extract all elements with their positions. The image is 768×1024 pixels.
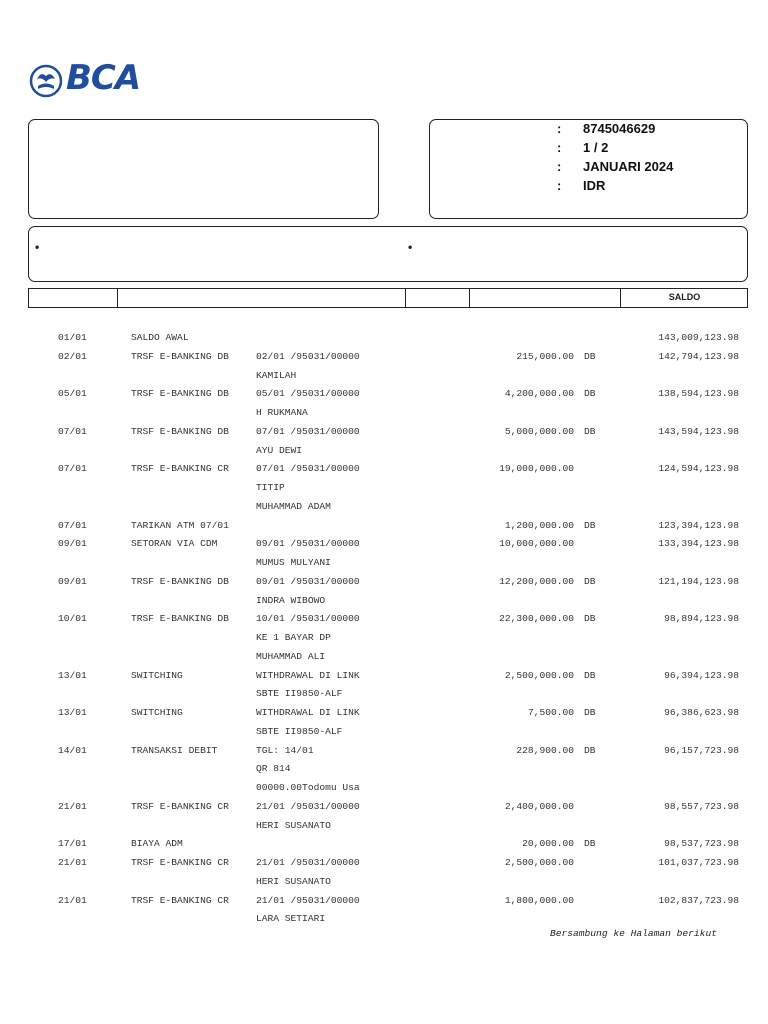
- tx-amount: 2,500,000.00: [504, 669, 574, 681]
- table-row: [0, 782, 768, 800]
- table-row: [0, 595, 768, 613]
- account-info-line: [557, 121, 737, 140]
- table-row: [0, 332, 768, 350]
- tx-balance: 138,594,123.98: [658, 388, 739, 400]
- tx-date: 21/01: [58, 894, 87, 906]
- tx-detail: 05/01 /95031/00000: [256, 388, 360, 400]
- table-row: [0, 707, 768, 725]
- tx-description: SALDO AWAL: [131, 332, 189, 343]
- table-row: [0, 895, 768, 913]
- address-bullet-left: •: [35, 240, 40, 254]
- table-row: [0, 407, 768, 425]
- customer-info-box: [28, 119, 379, 219]
- tx-type: DB: [584, 613, 596, 625]
- tx-amount: 2,400,000.00: [504, 800, 574, 812]
- tx-amount: 215,000.00: [516, 350, 574, 362]
- tx-detail: 07/01 /95031/00000: [256, 425, 360, 437]
- table-row: [0, 876, 768, 894]
- tx-type: DB: [584, 575, 596, 587]
- table-row: [0, 838, 768, 856]
- table-row: [0, 351, 768, 369]
- tx-detail: HERI SUSANATO: [256, 819, 331, 831]
- tx-type: DB: [584, 669, 596, 681]
- tx-description: TRANSAKSI DEBIT: [131, 744, 218, 756]
- tx-detail: 02/01 /95031/00000: [256, 350, 360, 362]
- tx-description: TRSF E-BANKING DB: [131, 575, 229, 587]
- tx-balance: 143,009,123.98: [658, 332, 739, 343]
- tx-date: 05/01: [58, 388, 87, 400]
- tx-detail: INDRA WIBOWO: [256, 594, 326, 606]
- table-row: [0, 520, 768, 538]
- tx-amount: 12,200,000.00: [499, 575, 574, 587]
- tx-balance: 96,386,623.98: [664, 707, 739, 718]
- tx-date: 01/01: [58, 332, 87, 343]
- tx-description: TARIKAN ATM 07/01: [131, 519, 229, 531]
- table-row: [0, 426, 768, 444]
- tx-balance: 124,594,123.98: [658, 463, 739, 475]
- tx-detail: 10/01 /95031/00000: [256, 613, 360, 625]
- account-info-line: [557, 159, 737, 178]
- tx-type: DB: [584, 519, 596, 531]
- tx-amount: 5,000,000.00: [504, 425, 574, 437]
- tx-date: 21/01: [58, 800, 87, 812]
- tx-description: TRSF E-BANKING CR: [131, 463, 229, 475]
- address-box: [28, 226, 748, 282]
- tx-date: 07/01: [58, 463, 87, 475]
- tx-balance: 98,894,123.98: [664, 613, 739, 625]
- tx-type: DB: [584, 838, 596, 850]
- tx-type: DB: [584, 744, 596, 756]
- tx-description: SETORAN VIA CDM: [131, 538, 218, 550]
- table-row: [0, 576, 768, 594]
- tx-description: BIAYA ADM: [131, 838, 183, 850]
- table-row: [0, 557, 768, 575]
- tx-description: SWITCHING: [131, 707, 183, 718]
- tx-detail: KAMILAH: [256, 369, 297, 381]
- tx-date: 09/01: [58, 575, 87, 587]
- tx-description: TRSF E-BANKING CR: [131, 857, 229, 868]
- tx-detail: WITHDRAWAL DI LINK: [256, 707, 360, 718]
- tx-detail: 09/01 /95031/00000: [256, 575, 360, 587]
- table-row: [0, 501, 768, 519]
- tx-description: TRSF E-BANKING CR: [131, 894, 229, 906]
- info-value: 8745046629: [583, 121, 656, 136]
- tx-detail: TITIP: [256, 482, 285, 493]
- account-info-line: [557, 178, 737, 197]
- tx-detail: SBTE II9850-ALF: [256, 688, 343, 700]
- tx-description: TRSF E-BANKING DB: [131, 350, 229, 362]
- tx-date: 09/01: [58, 538, 87, 550]
- info-colon: :: [557, 178, 562, 193]
- tx-date: 10/01: [58, 613, 87, 625]
- table-row: [0, 745, 768, 763]
- tx-description: TRSF E-BANKING DB: [131, 613, 229, 625]
- table-row: [0, 538, 768, 556]
- tx-balance: 96,157,723.98: [664, 744, 739, 756]
- tx-detail: MUHAMMAD ADAM: [256, 500, 331, 512]
- table-row: [0, 613, 768, 631]
- tx-date: 13/01: [58, 707, 87, 718]
- tx-detail: 21/01 /95031/00000: [256, 857, 360, 868]
- tx-date: 13/01: [58, 669, 87, 681]
- tx-type: DB: [584, 425, 596, 437]
- tx-balance: 102,837,723.98: [658, 894, 739, 906]
- tx-balance: 143,594,123.98: [658, 425, 739, 437]
- info-value: JANUARI 2024: [583, 159, 674, 174]
- table-row: [0, 688, 768, 706]
- info-colon: :: [557, 140, 562, 155]
- tx-balance: 142,794,123.98: [658, 350, 739, 362]
- tx-description: TRSF E-BANKING DB: [131, 425, 229, 437]
- table-row: [0, 726, 768, 744]
- continued-note: Bersambung ke Halaman berikut: [550, 928, 717, 939]
- table-row: [0, 801, 768, 819]
- info-value: IDR: [583, 178, 606, 193]
- tx-type: DB: [584, 350, 596, 362]
- tx-balance: 98,557,723.98: [664, 800, 739, 812]
- tx-date: 07/01: [58, 519, 87, 531]
- tx-detail: AYU DEWI: [256, 444, 303, 456]
- tx-amount: 7,500.00: [527, 707, 574, 718]
- table-row: [0, 820, 768, 838]
- tx-detail: 09/01 /95031/00000: [256, 538, 360, 550]
- tx-balance: 101,037,723.98: [658, 857, 739, 868]
- tx-detail: LARA SETIARI: [256, 913, 326, 925]
- tx-detail: H RUKMANA: [256, 407, 308, 418]
- info-colon: :: [557, 159, 562, 174]
- tx-detail: QR 814: [256, 763, 291, 775]
- tx-amount: 2,500,000.00: [504, 857, 574, 868]
- tx-detail: SBTE II9850-ALF: [256, 725, 343, 737]
- saldo-header: SALDO: [668, 292, 701, 302]
- tx-date: 21/01: [58, 857, 87, 868]
- table-row: [0, 857, 768, 875]
- tx-balance: 123,394,123.98: [658, 519, 739, 531]
- tx-detail: HERI SUSANATO: [256, 875, 331, 887]
- tx-date: 14/01: [58, 744, 87, 756]
- tx-description: TRSF E-BANKING CR: [131, 800, 229, 812]
- tx-detail: 21/01 /95031/00000: [256, 894, 360, 906]
- tx-amount: 228,900.00: [516, 744, 574, 756]
- table-header: [28, 288, 748, 308]
- tx-amount: 4,200,000.00: [504, 388, 574, 400]
- table-row: [0, 463, 768, 481]
- table-row: [0, 388, 768, 406]
- tx-amount: 22,300,000.00: [499, 613, 574, 625]
- tx-description: TRSF E-BANKING DB: [131, 388, 229, 400]
- tx-amount: 1,800,000.00: [504, 894, 574, 906]
- tx-amount: 1,200,000.00: [504, 519, 574, 531]
- tx-detail: WITHDRAWAL DI LINK: [256, 669, 360, 681]
- tx-detail: 00000.00Todomu Usa: [256, 782, 360, 793]
- tx-detail: MUMUS MULYANI: [256, 557, 331, 568]
- tx-amount: 20,000.00: [522, 838, 574, 850]
- address-bullet-right: •: [408, 240, 413, 254]
- tx-detail: MUHAMMAD ALI: [256, 650, 326, 662]
- tx-type: DB: [584, 707, 596, 718]
- tx-date: 17/01: [58, 838, 87, 850]
- info-value: 1 / 2: [583, 140, 609, 155]
- tx-amount: 19,000,000.00: [499, 463, 574, 475]
- tx-detail: 21/01 /95031/00000: [256, 800, 360, 812]
- tx-amount: 10,000,000.00: [499, 538, 574, 550]
- bca-logo-text: BCA: [66, 58, 141, 98]
- table-row: [0, 445, 768, 463]
- tx-balance: 121,194,123.98: [658, 575, 739, 587]
- tx-date: 07/01: [58, 425, 87, 437]
- tx-description: SWITCHING: [131, 669, 183, 681]
- table-row: [0, 632, 768, 650]
- account-info-line: [557, 140, 737, 159]
- table-row: [0, 370, 768, 388]
- tx-detail: TGL: 14/01: [256, 744, 314, 756]
- tx-detail: KE 1 BAYAR DP: [256, 632, 331, 643]
- info-colon: :: [557, 121, 562, 136]
- tx-date: 02/01: [58, 350, 87, 362]
- table-row: [0, 651, 768, 669]
- tx-detail: 07/01 /95031/00000: [256, 463, 360, 475]
- tx-balance: 133,394,123.98: [658, 538, 739, 550]
- table-row: [0, 670, 768, 688]
- table-row: [0, 763, 768, 781]
- table-row: [0, 482, 768, 500]
- tx-type: DB: [584, 388, 596, 400]
- tx-balance: 96,394,123.98: [664, 669, 739, 681]
- tx-balance: 98,537,723.98: [664, 838, 739, 850]
